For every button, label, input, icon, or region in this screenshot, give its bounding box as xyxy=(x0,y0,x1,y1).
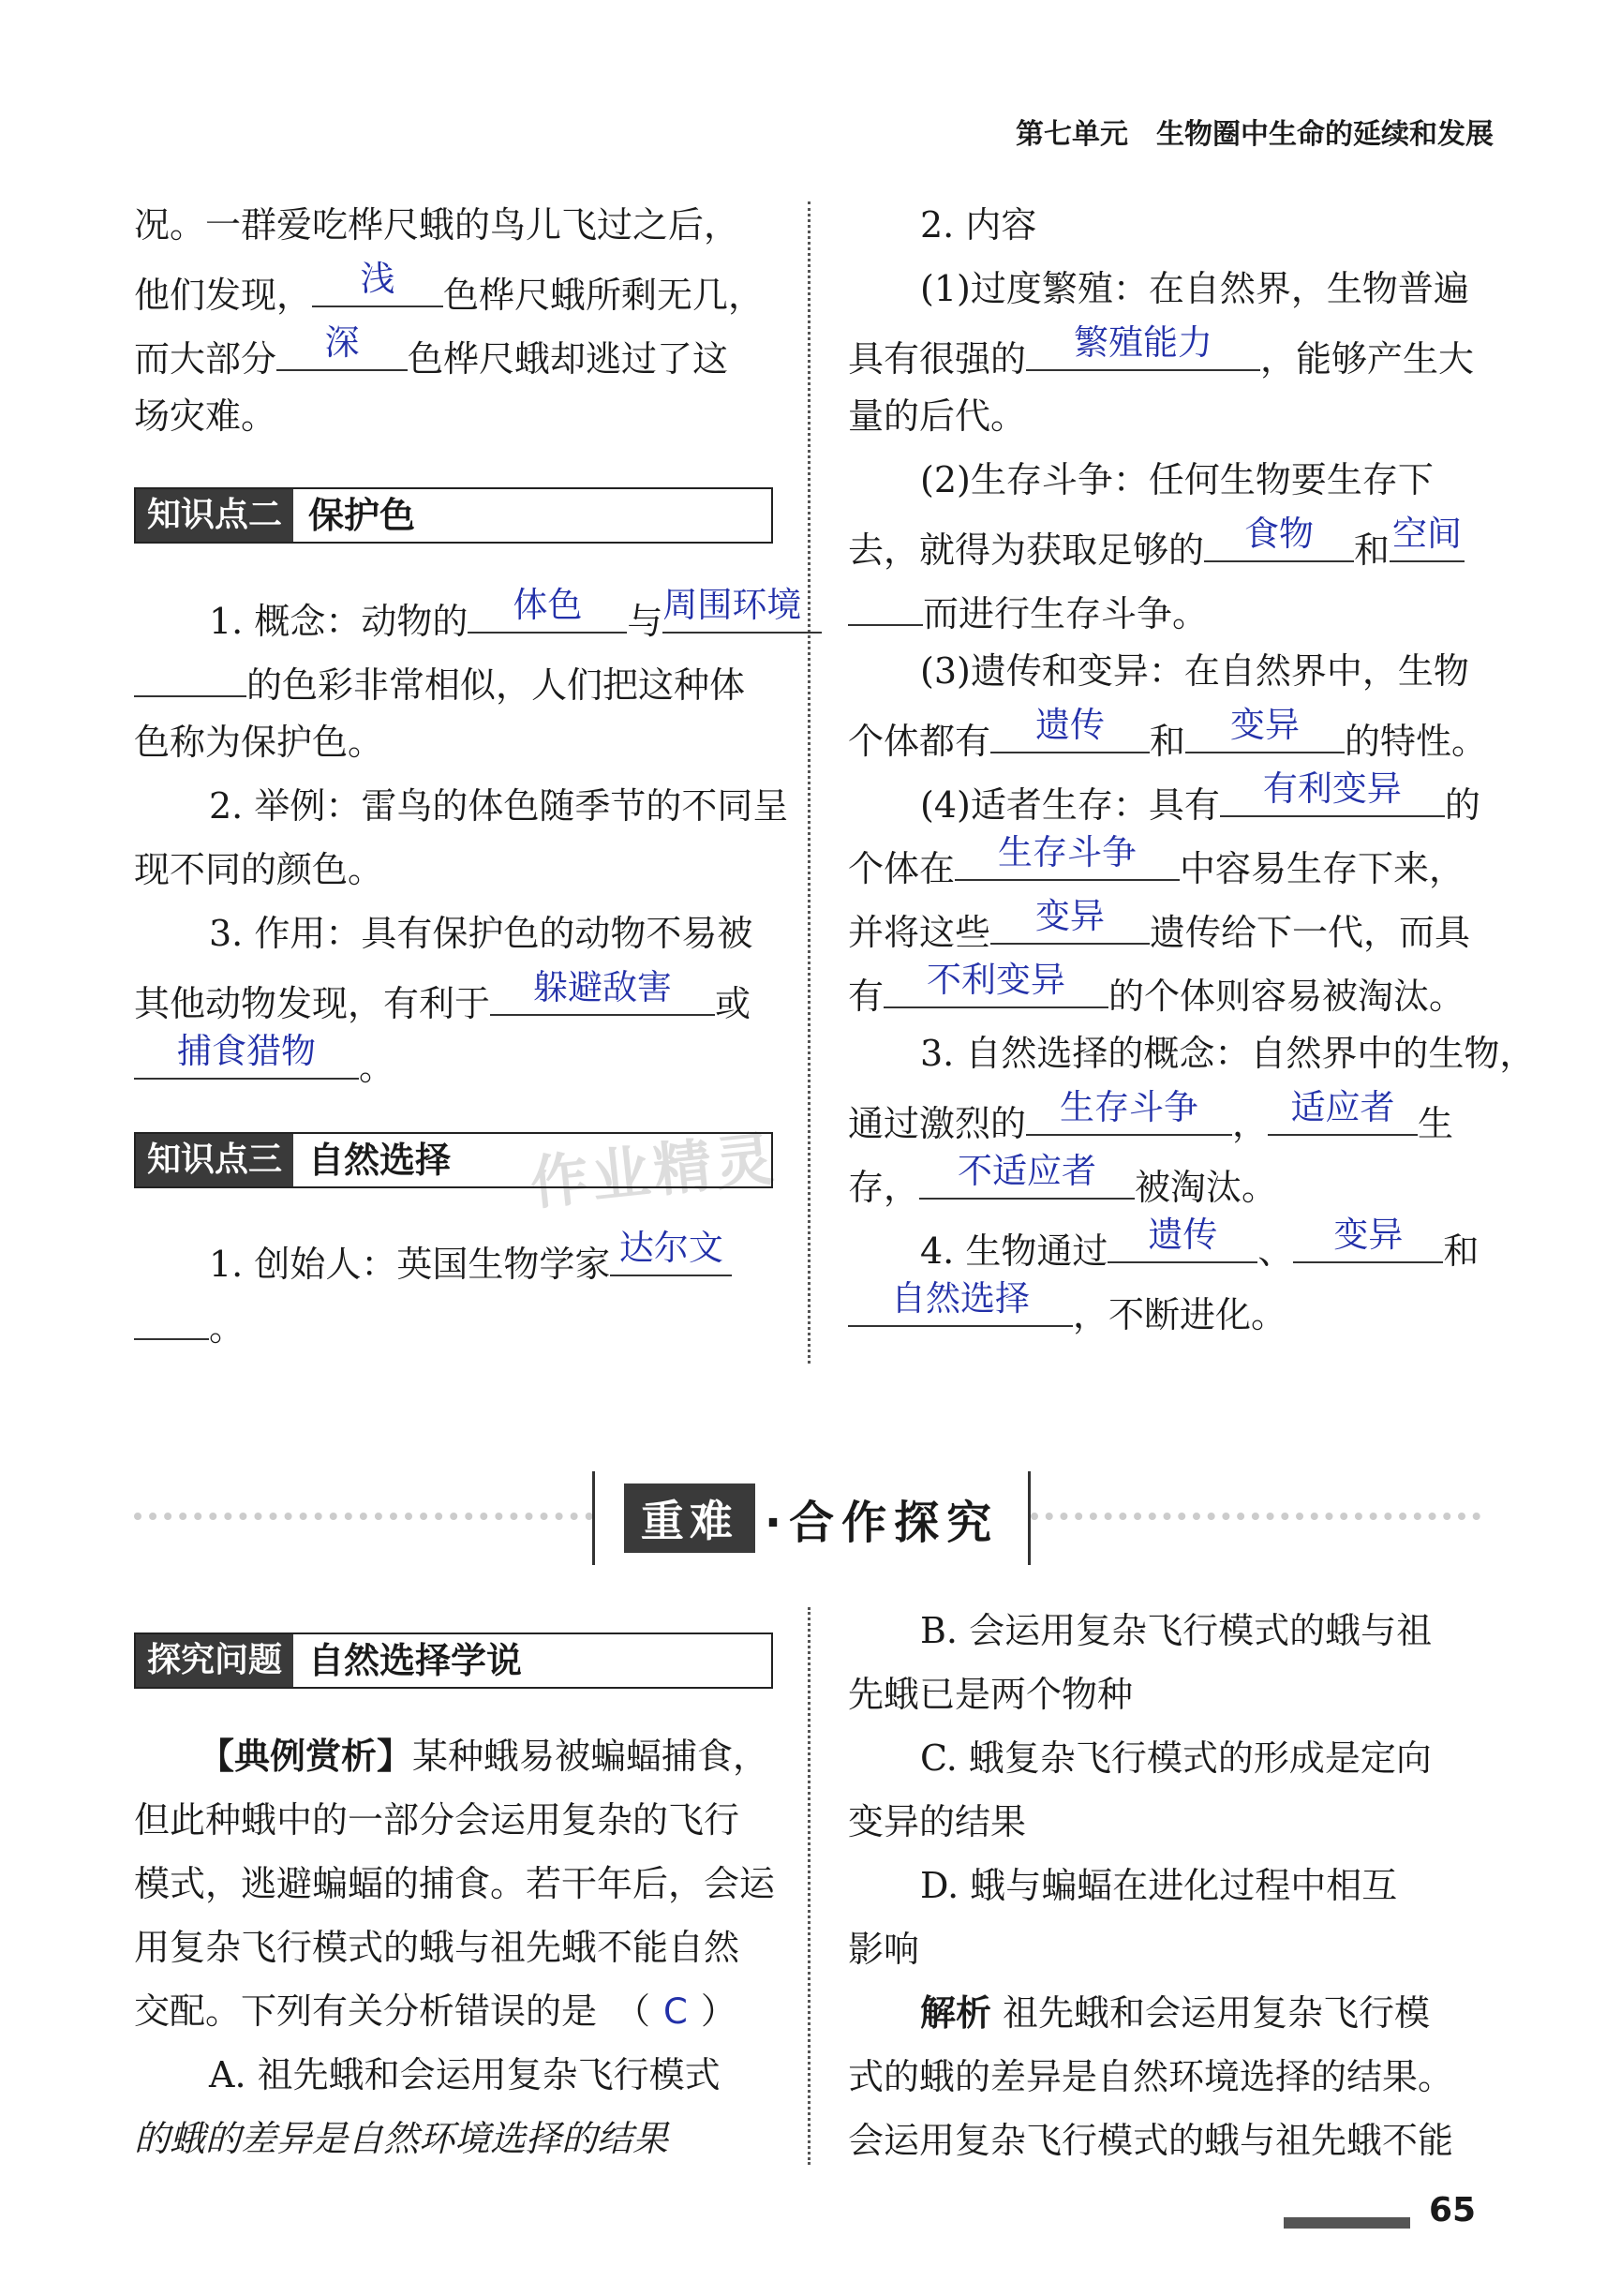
answer-blank: 适应者 xyxy=(1268,1085,1418,1136)
left-line: 。 xyxy=(134,1290,245,1360)
right-line: 影响 xyxy=(848,1929,920,1970)
answer-blank xyxy=(134,647,246,697)
answer-blank: 遗传 xyxy=(990,703,1150,753)
right-line: B. 会运用复杂飞行模式的蛾与祖 xyxy=(920,1610,1433,1651)
banner-rule xyxy=(1031,1513,1480,1520)
left-line: 色称为保护色。 xyxy=(134,722,384,763)
page-number: 65 xyxy=(1429,2191,1477,2229)
answer-blank: 躲避敌害 xyxy=(490,965,715,1016)
left-line: 况。一群爱吃桦尺蛾的鸟儿飞过之后， xyxy=(134,204,740,246)
right-line: 有 不利变异 的个体则容易被淘汰。 xyxy=(848,960,1465,1017)
answer-blank: 遗传 xyxy=(1108,1213,1257,1263)
right-line: 而进行生存斗争。 xyxy=(848,575,1208,646)
answer-blank: 不适应者 xyxy=(919,1149,1135,1200)
section-heading xyxy=(134,487,773,544)
answer-blank: 繁殖能力 xyxy=(1026,321,1260,371)
right-line: 变异的结果 xyxy=(848,1801,1027,1842)
right-line: 通过激烈的 生存斗争 ， 适应者 生 xyxy=(848,1087,1454,1144)
answer-blank: 体色 xyxy=(468,583,627,634)
right-line: (3)遗传和变异：在自然界中，生物 xyxy=(920,650,1469,692)
right-line: 2. 内容 xyxy=(920,204,1037,246)
answer-blank: 变异 xyxy=(1293,1213,1443,1263)
right-line: 个体都有 遗传 和 变异 的特性。 xyxy=(848,705,1488,762)
column-divider xyxy=(808,1607,810,2165)
answer-blank xyxy=(134,1290,209,1340)
answer-blank: 不利变异 xyxy=(884,958,1108,1008)
left-line: 【典例赏析】某种蛾易被蝙蝠捕食， xyxy=(199,1736,769,1777)
right-line: D. 蛾与蝙蝠在进化过程中相互 xyxy=(920,1865,1398,1906)
left-line: 模式，逃避蝙蝠的捕食。若干年后，会运 xyxy=(134,1863,776,1904)
right-line: (2)生存斗争：任何生物要生存下 xyxy=(920,459,1434,500)
running-header xyxy=(1016,111,1494,152)
section-tag: 知识点三 xyxy=(136,1134,293,1186)
answer-blank xyxy=(848,575,923,626)
section-title: 保护色 xyxy=(308,495,416,536)
left-line: 3. 作用：具有保护色的动物不易被 xyxy=(209,913,753,954)
answer-blank: 浅 xyxy=(312,257,443,307)
right-line: 个体在 生存斗争 中容易生存下来， xyxy=(848,832,1465,889)
left-line: 但此种蛾中的一部分会运用复杂的飞行 xyxy=(134,1799,740,1841)
section-title: 自然选择 xyxy=(308,1140,452,1181)
footer-bar xyxy=(1284,2217,1410,2229)
answer-blank: 达尔文 xyxy=(610,1226,732,1276)
section-heading xyxy=(134,1633,773,1689)
answer-choice: C xyxy=(663,1991,688,2032)
section-heading xyxy=(134,1132,773,1188)
column-divider xyxy=(808,201,810,1364)
answer-blank: 有利变异 xyxy=(1220,767,1445,817)
left-line: 用复杂飞行模式的蛾与祖先蛾不能自然 xyxy=(134,1927,740,1968)
banner-title: ·合作探究 xyxy=(764,1496,1000,1549)
left-line: 交配。下列有关分析错误的是 （ C ） xyxy=(134,1990,736,2032)
left-line: 2. 举例：雷鸟的体色随季节的不同呈 xyxy=(209,785,789,827)
right-line: 3. 自然选择的概念：自然界中的生物， xyxy=(920,1033,1536,1074)
answer-blank: 食物 xyxy=(1204,512,1354,562)
right-line: 并将这些 变异 遗传给下一代，而具 xyxy=(848,896,1471,953)
right-line: 自然选择 ，不断进化。 xyxy=(848,1276,1286,1347)
answer-blank: 周围环境 xyxy=(662,583,822,634)
answer-blank: 变异 xyxy=(990,894,1150,945)
left-line: 他们发现， 浅 色桦尺蛾所剩无几， xyxy=(134,259,765,316)
right-line: 4. 生物通过 遗传 、 变异 和 xyxy=(920,1215,1480,1272)
right-line: C. 蛾复杂飞行模式的形成是定向 xyxy=(920,1737,1432,1779)
section-title: 自然选择学说 xyxy=(308,1640,523,1681)
watermark: 作业精灵 xyxy=(527,1124,781,1218)
left-line: 的色彩非常相似，人们把这种体 xyxy=(134,647,745,717)
left-line: 现不同的颜色。 xyxy=(134,849,384,890)
section-banner xyxy=(592,1471,1031,1565)
answer-blank: 自然选择 xyxy=(848,1276,1073,1327)
right-line: (4)适者生存：具有 有利变异 的 xyxy=(920,768,1480,826)
banner-rule xyxy=(134,1513,593,1520)
left-line: 而大部分 深 色桦尺蛾却逃过了这 xyxy=(134,322,729,380)
banner-tag: 重难 xyxy=(624,1483,755,1553)
right-line: 量的后代。 xyxy=(848,395,1027,437)
section-tag: 探究问题 xyxy=(136,1634,293,1687)
left-line: 场灾难。 xyxy=(134,395,277,437)
answer-blank: 空间 xyxy=(1390,512,1465,562)
left-line: 的蛾的差异是自然环境选择的结果 xyxy=(134,2118,669,2159)
left-line: 捕食猎物 。 xyxy=(134,1029,394,1099)
right-line: (1)过度繁殖：在自然界，生物普遍 xyxy=(920,268,1469,309)
answer-blank: 生存斗争 xyxy=(955,830,1180,881)
right-line: 会运用复杂飞行模式的蛾与祖先蛾不能 xyxy=(848,2120,1454,2161)
left-line: 其他动物发现，有利于 躲避敌害 或 xyxy=(134,967,751,1024)
left-line: A. 祖先蛾和会运用复杂飞行模式 xyxy=(209,2054,721,2095)
right-line: 式的蛾的差异是自然环境选择的结果。 xyxy=(848,2056,1454,2097)
right-line: 具有很强的 繁殖能力 ，能够产生大 xyxy=(848,322,1475,380)
right-line: 先蛾已是两个物种 xyxy=(848,1674,1134,1715)
left-line: 1. 概念：动物的 体色 与 周围环境 xyxy=(209,583,822,653)
header-title: 生物圈中生命的延续和发展 xyxy=(1156,118,1494,151)
answer-blank: 深 xyxy=(276,321,408,371)
answer-blank: 捕食猎物 xyxy=(134,1029,359,1080)
section-tag: 知识点二 xyxy=(136,489,293,542)
right-line: 解析 祖先蛾和会运用复杂飞行模 xyxy=(920,1992,1431,2034)
header-unit: 第七单元 xyxy=(1016,118,1128,151)
answer-blank: 变异 xyxy=(1185,703,1345,753)
answer-blank: 生存斗争 xyxy=(1026,1085,1232,1136)
left-line: 1. 创始人：英国生物学家 达尔文 xyxy=(209,1226,732,1296)
right-line: 存， 不适应者 被淘汰。 xyxy=(848,1151,1278,1208)
right-line: 去，就得为获取足够的 食物 和 空间 xyxy=(848,512,1465,582)
